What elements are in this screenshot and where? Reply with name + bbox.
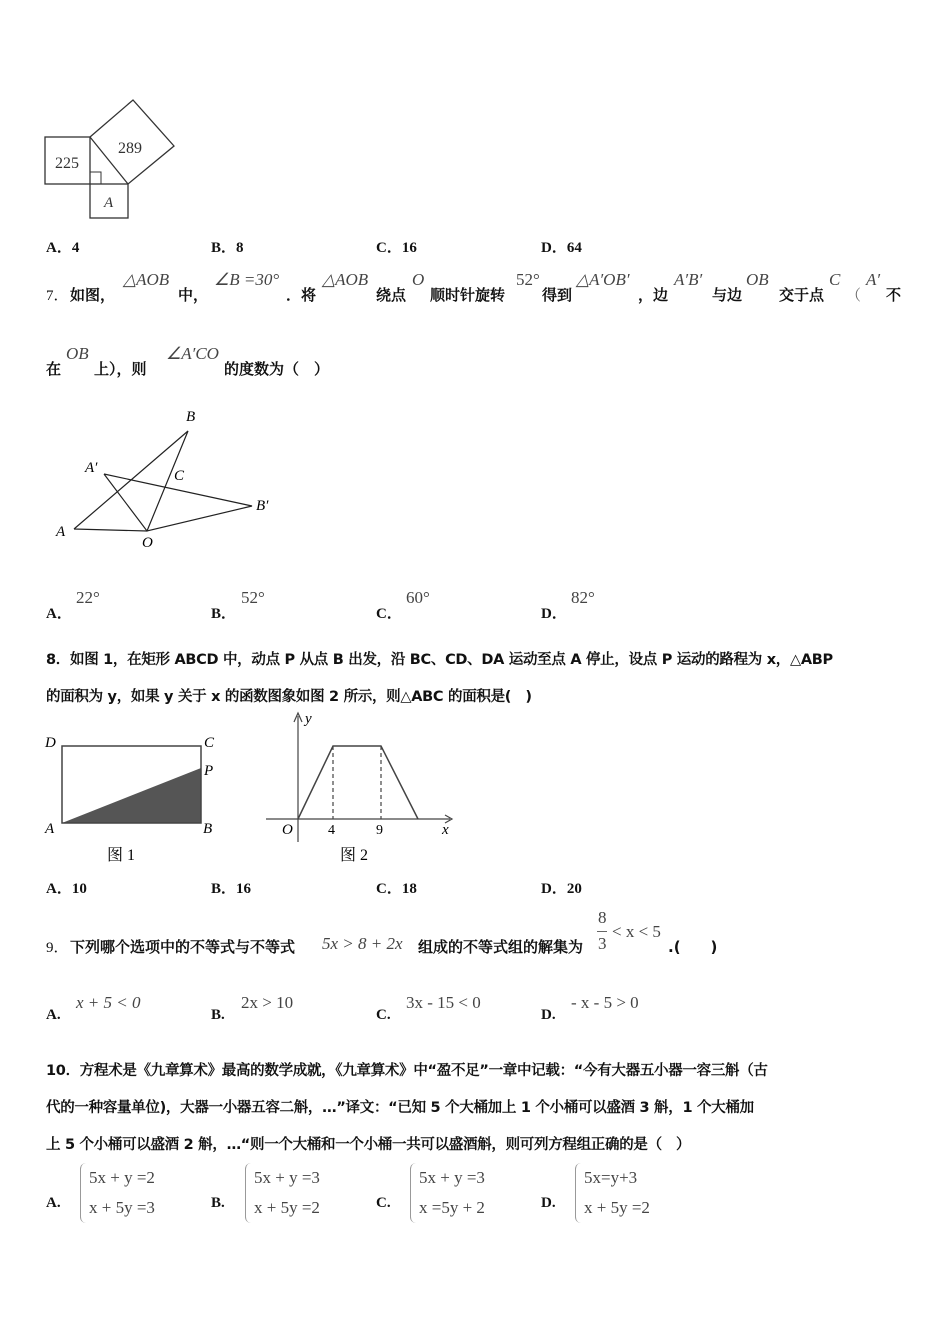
q10-option-a-system: 5x + y =2 x + 5y =3 [80,1163,155,1223]
q6-option-a[interactable]: A．4 [46,240,80,256]
fig1-label-c: C [204,735,215,751]
q7-options [46,588,646,620]
q9-fraction-numerator: 8 [598,908,607,927]
q9-inequality: 5x > 8 + 2x [322,934,403,953]
fig1-label-a: A [45,821,55,837]
q10-option-c-system: 5x + y =3 x =5y + 2 [410,1163,485,1223]
q6-options [46,236,646,256]
q7-option-d[interactable]: D． 82° [541,588,595,622]
fig1-label-p: P [204,763,214,779]
q7-label-o: O [142,535,153,551]
q9-range: < x < 5 [612,922,661,941]
q9-option-b[interactable]: B. 2x > 10 [211,993,294,1023]
q9-number: 9． [46,940,69,956]
q7-option-c[interactable]: C． 60° [376,588,430,622]
q9-stem: 9． 下列哪个选项中的不等式与不等式 5x > 8 + 2x 组成的不等式组的解集为 8 3 < x < 5 .( ) [46,908,718,956]
q8-figure-1-rectangle [40,728,230,868]
fig1-label-b: B [203,821,213,837]
q6-option-c[interactable]: C．16 [376,240,417,256]
q8-option-b[interactable]: B．16 [211,881,252,897]
q7-label-a-prime: A′ [85,460,98,476]
q9-fraction-denominator: 3 [598,934,607,953]
q9-fraction-bar [597,931,607,932]
fig2-x-axis-label: x [442,822,449,838]
q10-option-b[interactable]: B. 5x + y =3 x + 5y =2 [211,1163,361,1227]
q10-stem-line3: 上 5 个小桶可以盛酒 2 斛，…“则一个大桶和一个小桶一共可以盛酒斛，则可列方程组正确的是（ ） [46,1137,691,1153]
fig2-tick-9: 9 [376,823,383,838]
q7-label-b-prime: B′ [256,498,269,514]
q10-stem-line2: 代的一种容量单位)，大器一小器五容二斛，…”译文：“已知 5 个大桶加上 1 个小桶可以盛酒 3 斛，1 个大桶加 [46,1100,754,1116]
q8-option-a[interactable]: A．10 [46,881,87,897]
fig2-y-axis-label: y [305,711,312,727]
q8-stem-line1: 8．如图 1，在矩形 ABCD 中，动点 P 从点 B 出发，沿 BC、CD、DA 运动至点 A 停止，设点 P 运动的路程为 x，△ABP [46,652,833,668]
fig2-origin-label: O [282,822,293,838]
q10-options [46,1163,706,1227]
fig2-caption: 图 2 [340,847,369,864]
q8-options [46,877,646,897]
q10-stem-line1: 10．方程术是《九章算术》最高的数学成就，《九章算术》中“盈不足”一章中记载：“今有大器五小器一容三斛（古 [46,1063,768,1079]
q8-stem-line2: 的面积为 y，如果 y 关于 x 的函数图象如图 2 所示，则△ABC 的面积是( ) [46,689,532,705]
q9-option-c[interactable]: C. 3x - 15 < 0 [376,993,481,1023]
fig2-tick-4: 4 [328,823,335,838]
q10-option-d-system: 5x=y+3 x + 5y =2 [575,1163,650,1223]
q7-label-b: B [186,409,196,425]
q7-label-a: A [56,524,66,540]
q7-stem-line2: 在 OB 上），则 ∠A′CO 的度数为（ ） [46,344,330,378]
q8-figure-2-graph [260,710,460,870]
q10-option-d[interactable]: D. 5x=y+3 x + 5y =2 [541,1163,691,1227]
square-bottom-label: A [104,195,114,211]
q9-option-d[interactable]: D. - x - 5 > 0 [541,993,639,1023]
q10-option-b-system: 5x + y =3 x + 5y =2 [245,1163,320,1223]
q8-option-d[interactable]: D．20 [541,881,582,897]
q6-squares-figure [40,95,190,225]
q9-option-a[interactable]: A. x + 5 < 0 [46,993,141,1023]
fig1-label-d: D [45,735,56,751]
q7-label-c: C [174,468,185,484]
q7-option-a[interactable]: A． 22° [46,588,100,622]
q10-option-c[interactable]: C. 5x + y =3 x =5y + 2 [376,1163,526,1227]
square-right-label: 289 [118,140,142,157]
q7-rotation-figure [45,400,295,555]
q6-option-d[interactable]: D．64 [541,240,582,256]
q7-stem-line1: 7． 如图， △AOB 中， ∠B =30° ．将 △AOB 绕点 O 顺时针旋转 52° 得到 △A′OB′ ，边 A′B′ 与边 OB 交于点 C （ A′ 不 [46,270,902,304]
q6-option-b[interactable]: B．8 [211,240,244,256]
q7-option-b[interactable]: B． 52° [211,588,265,622]
q7-number: 7． [46,288,69,304]
q9-options [46,993,696,1025]
q10-option-a[interactable]: A. 5x + y =2 x + 5y =3 [46,1163,196,1227]
q8-option-c[interactable]: C．18 [376,881,417,897]
fig1-caption: 图 1 [107,847,136,864]
square-left-label: 225 [55,155,79,172]
